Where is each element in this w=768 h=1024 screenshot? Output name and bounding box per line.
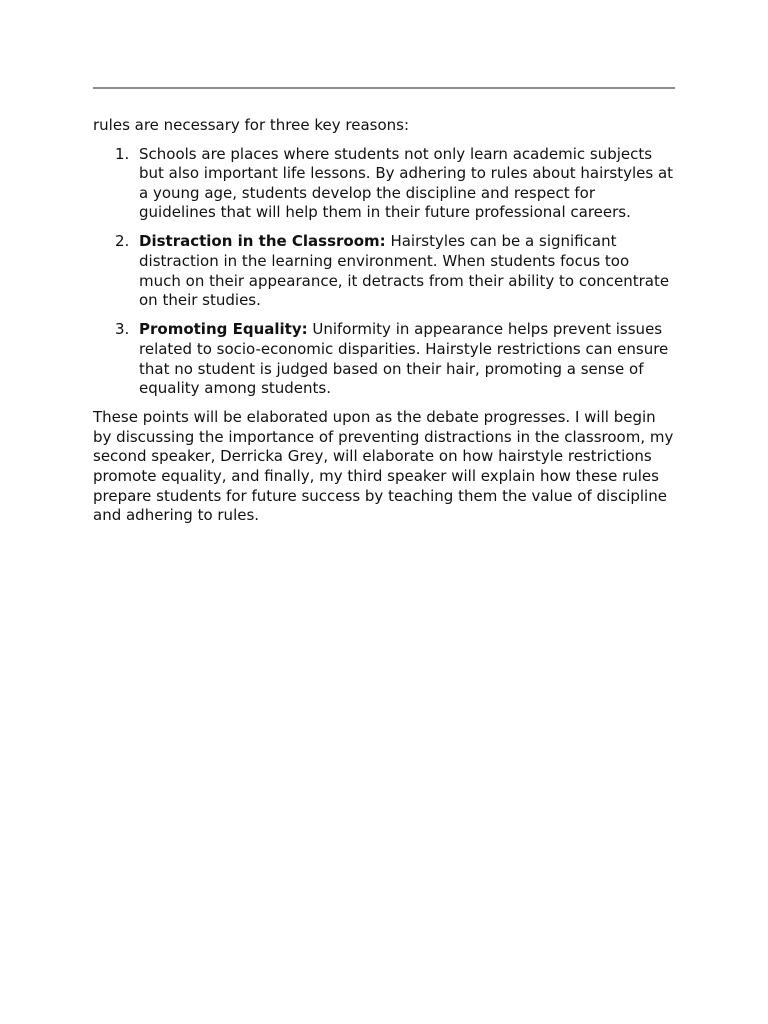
list-item-number: 1. bbox=[115, 144, 130, 163]
list-item-heading: Promoting Equality: bbox=[139, 320, 308, 339]
list-item-number: 2. bbox=[115, 232, 130, 251]
header-divider bbox=[93, 87, 675, 89]
list-item-heading: Distraction in the Classroom: bbox=[139, 232, 386, 251]
list-item bbox=[93, 320, 675, 398]
conclusion-paragraph: These points will be elaborated upon as the debate progresses. I will begin by discussing the importance of preventing distractions in the classroom, my second speaker, Derricka Grey, will elaborate on how hairstyle restrictions promote equality, and finally, my third speaker will explain how these rules prepare students for future success by teaching them the value of discipline and adhering to rules. bbox=[93, 408, 674, 525]
document-body bbox=[93, 116, 675, 526]
list-item-text: Schools are places where students not only learn academic subjects but also important life lessons. By adhering to rules about hairstyles at a young age, students develop the discipline and respect for guidelines that will help them in their future professional careers. bbox=[139, 144, 674, 222]
reasons-list bbox=[93, 145, 675, 399]
intro-paragraph: rules are necessary for three key reasons: bbox=[93, 116, 410, 134]
list-item-number: 3. bbox=[115, 320, 130, 339]
list-item-text: Hairstyles can be a significant distraction in the learning environment. When students focus too much on their appearance, it detracts from their ability to concentrate on their studies. bbox=[139, 232, 670, 310]
list-item bbox=[93, 232, 675, 310]
list-item bbox=[93, 145, 675, 223]
list-item-text: Uniformity in appearance helps prevent issues related to socio-economic disparities. Hairstyle restrictions can ensure that no student is judged based on their hair, promoting a sense of equality among students. bbox=[139, 320, 669, 398]
